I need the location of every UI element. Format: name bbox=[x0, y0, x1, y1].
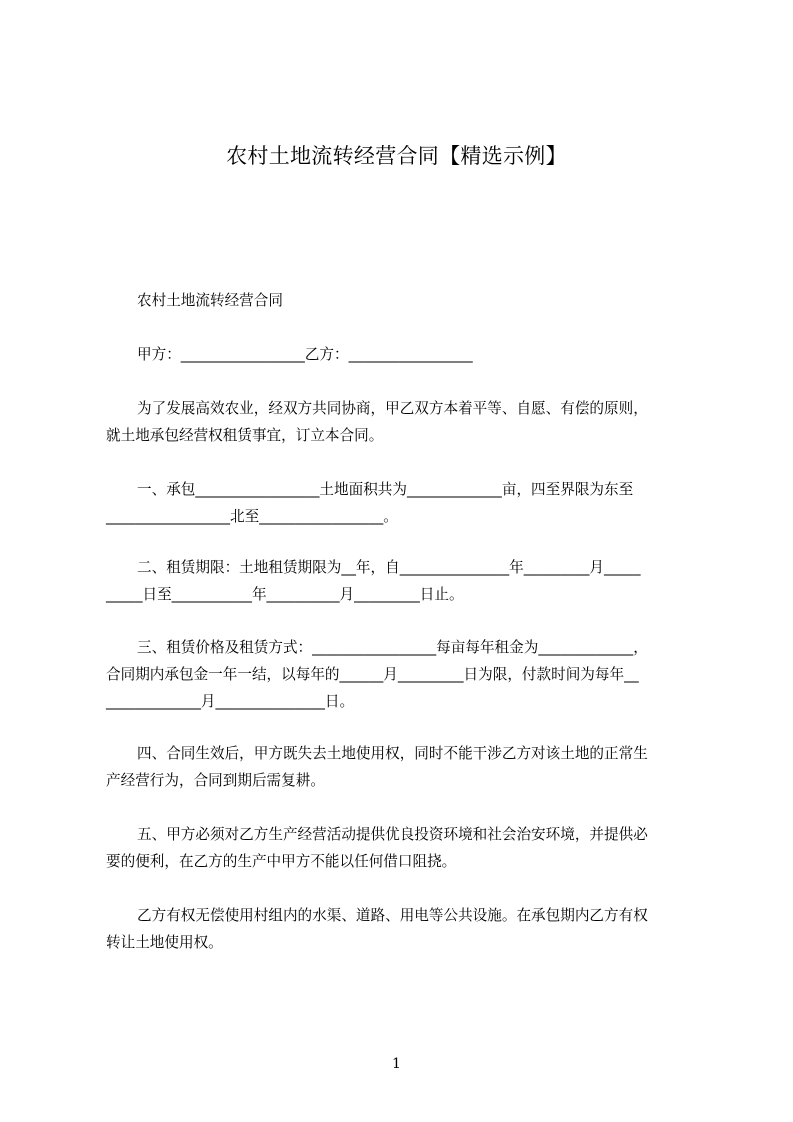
clause-5-line-1: 五、甲方必须对乙方生产经营活动提供优良投资环境和社会治安环境，并提供必 bbox=[137, 826, 648, 843]
clause-2-paragraph bbox=[106, 554, 702, 608]
clause-3-paragraph bbox=[106, 634, 702, 715]
clause-2-line-1: 二、租赁期限：土地租赁期限为__年，自_______________年_________月_____ bbox=[137, 559, 641, 576]
clause-5-paragraph bbox=[106, 821, 702, 875]
parties-line bbox=[106, 341, 702, 368]
page-number: 1 bbox=[392, 1056, 401, 1072]
clause-1-paragraph bbox=[106, 476, 702, 530]
clause-4-line-2: 产经营行为，合同到期后需复耕。 bbox=[106, 772, 325, 789]
subtitle-line: 农村土地流转经营合同 bbox=[137, 292, 283, 309]
parties-text: 甲方：_________________乙方：_________________ bbox=[137, 346, 473, 363]
contract-subtitle bbox=[106, 287, 702, 314]
clause-1-line-2: _________________北至_________________。 bbox=[106, 508, 398, 525]
clause-3-line-2: 合同期内承包金一年一结，以每年的______月_________日为限，付款时间为每年__ bbox=[106, 666, 639, 683]
preamble-line-1: 为了发展高效农业，经双方共同协商，甲乙双方本着平等、自愿、有偿的原则， bbox=[137, 400, 648, 417]
preamble-line-2: 就土地承包经营权租赁事宜，订立本合同。 bbox=[106, 427, 384, 444]
clause-3-line-3: _____________月_______________日。 bbox=[106, 693, 355, 710]
clause-6-line-2: 转让土地使用权。 bbox=[106, 934, 223, 951]
clause-6-line-1: 乙方有权无偿使用村组内的水渠、道路、用电等公共设施。在承包期内乙方有权 bbox=[137, 907, 648, 924]
clause-6-paragraph bbox=[106, 902, 702, 956]
clause-4-paragraph bbox=[106, 740, 702, 794]
preamble-paragraph bbox=[106, 395, 702, 449]
clause-1-line-1: 一、承包_________________土地面积共为_____________亩，四至界限为东至 bbox=[137, 481, 634, 498]
document-title: 农村土地流转经营合同【精选示例】 bbox=[226, 144, 567, 168]
clause-3-line-1: 三、租赁价格及租赁方式：_________________每亩每年租金为_____________， bbox=[137, 639, 648, 656]
clause-5-line-2: 要的便利，在乙方的生产中甲方不能以任何借口阻挠。 bbox=[106, 853, 457, 870]
clause-2-line-2: _____日至___________年__________月_________日止。 bbox=[106, 586, 464, 603]
clause-4-line-1: 四、合同生效后，甲方既失去土地使用权，同时不能干涉乙方对该土地的正常生 bbox=[137, 745, 648, 762]
